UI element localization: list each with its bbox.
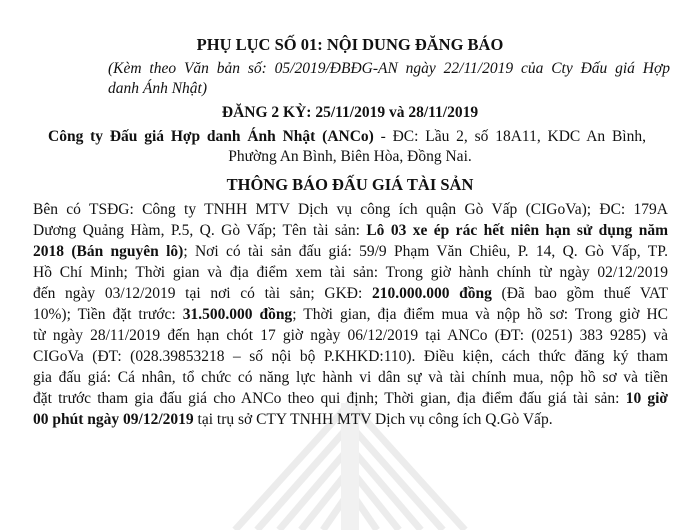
starting-price: 210.000.000 đồng <box>371 285 492 302</box>
company-line-1 <box>48 127 646 147</box>
notice-line-7: từ ngày 28/11/2019 đến hạn chót 17 giờ ngày 06/12/2019 tại ANCo (ĐT: (0251) 383 9285) và <box>33 327 668 344</box>
notice-line-6-tail: ; Thời gian, địa điểm mua và nộp hồ sơ: Trong giờ HC <box>292 306 668 323</box>
notice-line-10-text: đặt trước tham gia đấu giá cho ANCo theo qui định; Thời gian, địa điểm đấu giá tài sản: <box>33 390 626 407</box>
asset-name-cont: 2018 (Bán nguyên lô) <box>33 243 184 260</box>
notice-line-11-text: tại trụ sở CTY TNHH MTV Dịch vụ công ích Q.Gò Vấp. <box>193 411 553 428</box>
notice-line-6 <box>33 305 668 325</box>
company-address-1: - ĐC: Lầu 2, số 18A11, KDC An Bình, <box>373 128 646 145</box>
appendix-subtitle-line-2: danh Ánh Nhật) <box>108 80 208 97</box>
auction-date: 00 phút ngày 09/12/2019 <box>33 411 194 428</box>
notice-line-6-text: 10%); Tiền đặt trước: <box>33 306 183 323</box>
notice-heading: THÔNG BÁO ĐẤU GIÁ TÀI SẢN <box>226 175 474 194</box>
notice-line-3 <box>33 242 668 262</box>
notice-line-9: gia đấu giá: Cá nhân, tổ chức có năng lực hành vi dân sự và tài chính mua, nộp hồ sơ và tiền <box>33 369 668 386</box>
notice-line-4: Hồ Chí Minh; Thời gian và địa điểm xem tài sản: Trong giờ hành chính từ ngày 02/12/2019 <box>33 264 668 281</box>
notice-line-2 <box>33 221 668 241</box>
notice-line-5-text: đến ngày 03/12/2019 tại nơi có tài sản; GKĐ: <box>33 285 372 302</box>
appendix-title: PHỤ LỤC SỐ 01: NỘI DUNG ĐĂNG BÁO <box>196 35 504 54</box>
notice-line-2-text: Dương Quảng Hàm, P.5, Q. Gò Vấp; Tên tài sản: <box>33 222 367 239</box>
notice-line-1: Bên có TSĐG: Công ty TNHH MTV Dịch vụ công ích quận Gò Vấp (CIGoVa); ĐC: 179A <box>33 201 668 218</box>
company-address-2: Phường An Bình, Biên Hòa, Đồng Nai. <box>228 148 472 165</box>
notice-line-5-tail: (Đã bao gồm thuế VAT <box>491 285 668 302</box>
notice-line-10 <box>33 389 668 409</box>
asset-name: Lô 03 xe ép rác hết niên hạn sử dụng năm <box>366 222 668 239</box>
deposit-amount: 31.500.000 đồng <box>182 306 293 323</box>
auction-time: 10 giờ <box>625 390 669 407</box>
appendix-subtitle-line-1: (Kèm theo Văn bản số: 05/2019/ĐBĐG-AN ngày 22/11/2019 của Cty Đấu giá Hợp <box>108 60 670 77</box>
notice-line-3-text: ; Nơi có tài sản đấu giá: 59/9 Phạm Văn Chiêu, P. 14, Q. Gò Vấp, TP. <box>183 243 668 260</box>
publication-dates: ĐĂNG 2 KỲ: 25/11/2019 và 28/11/2019 <box>221 104 479 121</box>
notice-line-8: CIGoVa (ĐT: (028.39853218 – số nội bộ P.KHKD:110). Điều kiện, cách thức đăng ký tham <box>33 348 668 365</box>
notice-line-11 <box>33 410 553 430</box>
company-name: Công ty Đấu giá Hợp danh Ánh Nhật (ANCo) <box>48 128 374 145</box>
notice-line-5 <box>33 284 668 304</box>
